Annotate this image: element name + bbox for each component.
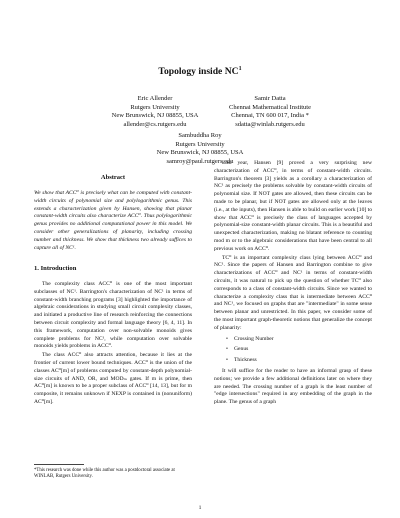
planarity-list <box>214 336 372 365</box>
author-block-1 <box>90 95 220 130</box>
author-affiliation: Rutgers University <box>175 140 225 148</box>
author-affiliation: Rutgers University <box>130 103 180 111</box>
paper-title: Topology inside $NC^1$ <box>158 66 242 78</box>
author-affiliation: Chennai Mathematical Institute <box>229 103 311 111</box>
list-item: • Thickness <box>226 357 372 365</box>
body-paragraph: Last year, Hansen [9] proved a very surprising new characterization of ACC⁰, in terms of constant-width circuits. Barrington's theorem [3] yields as a corollary a characterization of NC¹ as precisely the problems solvable by constant-width circuits of polynomial size. If NOT gates are allowed, then these circuits can be made to be planar, but if NOT gates are allowed only at the leaves (i.e., at the inputs), then Hansen is able to build on earlier work [10] to show that ACC⁰ is precisely the class of languages accepted by polynomial-size constant-width planar circuits. This is a beautiful and unexpected characterization, making no blatant reference to counting mod m or to the algebraic considerations that have been central to all previous work on ACC⁰. <box>214 160 372 252</box>
footnote-rule <box>34 464 84 465</box>
right-column <box>214 160 372 408</box>
intro-paragraph: The class ACC⁰ also attracts attention, because it lies at the frontier of current lower bound techniques. ACC⁰ is the union of the classes AC⁰[m] of problems computed by constant-depth polynomial-size circuits of AND, OR, and MODₘ gates. If m is prime, then AC⁰[m] is known to be a proper subclass of ACC⁰ [14, 13], but for m composite, it remains unknown if NEXP is contained in (nonuniform) AC⁰[m]. <box>34 352 192 405</box>
author-address: New Brunswick, NJ 08855, USA <box>156 149 244 157</box>
author-email: allender@cs.rutgers.edu <box>123 121 187 129</box>
footnote: *This research was done while this author was a postdoctoral associate at WINLAB, Rutgers University. <box>34 468 175 479</box>
abstract-text: We show that ACC⁰ is precisely what can be computed with constant-width circuits of polynomial size and polylogarithmic genus. This extends a characterization given by Hansen, showing that planar constant-width circuits also characterize ACC⁰. Thus polylogarithmic genus provides no additional computational power in this model. We consider other generalizations of planarity, including crossing number and thickness. We show that thickness two already suffices to capture all of NC¹. <box>34 190 192 251</box>
author-email: samroy@paul.rutgers.edu <box>166 158 234 166</box>
author-address: New Brunswick, NJ 08855, USA <box>111 112 199 120</box>
author-name: Eric Allender <box>137 95 173 102</box>
author-block-2 <box>205 95 335 130</box>
section-heading: 1. Introduction <box>34 265 77 272</box>
intro-paragraph: The complexity class ACC⁰ is one of the most important subclasses of NC¹. Barrington's characterization of NC¹ in terms of constant-width branching programs [3] highlighted the importance of algebraic considerations in studying small circuit complexity classes, and initiated a productive line of research reinforcing the connections between circuit complexity and formal language theory [6, 4, 11]. In this framework, computation over non-solvable monoids gives complete problems for NC¹, while computation over solvable monoids yields problems in ACC⁰. <box>34 281 192 350</box>
author-email: sdatta@winlab.rutgers.edu <box>235 121 305 129</box>
list-item: • Genus <box>226 346 372 354</box>
page-number: 1 <box>198 505 202 511</box>
body-paragraph: TC⁰ is an important complexity class lying between ACC⁰ and NC¹. Since the papers of Hansen and Barrington combine to give characterizations of ACC⁰ and NC¹ in terms of constant-width circuits, it was natural to pick up the question of whether TC⁰ also corresponds to a class of constant-width circuits. Since we wanted to characterize a complexity class that is intermediate between ACC⁰ and NC¹, we focused on graphs that are "intermediate" in some sense between planar and unrestricted. In this paper, we consider some of the most important graph-theoretic notions that generalize the concept of planarity: <box>214 254 372 331</box>
author-name: Sambuddha Roy <box>178 132 222 139</box>
body-paragraph: It will suffice for the reader to have an informal grasp of these notions; we provide a few additional definitions later on where they are needed. The crossing number of a graph is the least number of "edge intersections" required in any embedding of the graph in the plane. The genus of a graph <box>214 367 372 406</box>
author-address: Chennai, TN 600 017, India * <box>231 112 309 120</box>
abstract-heading: Abstract <box>100 174 126 181</box>
intro-column <box>34 281 192 408</box>
author-name: Samir Datta <box>254 95 286 102</box>
list-item: • Crossing Number <box>226 336 372 344</box>
